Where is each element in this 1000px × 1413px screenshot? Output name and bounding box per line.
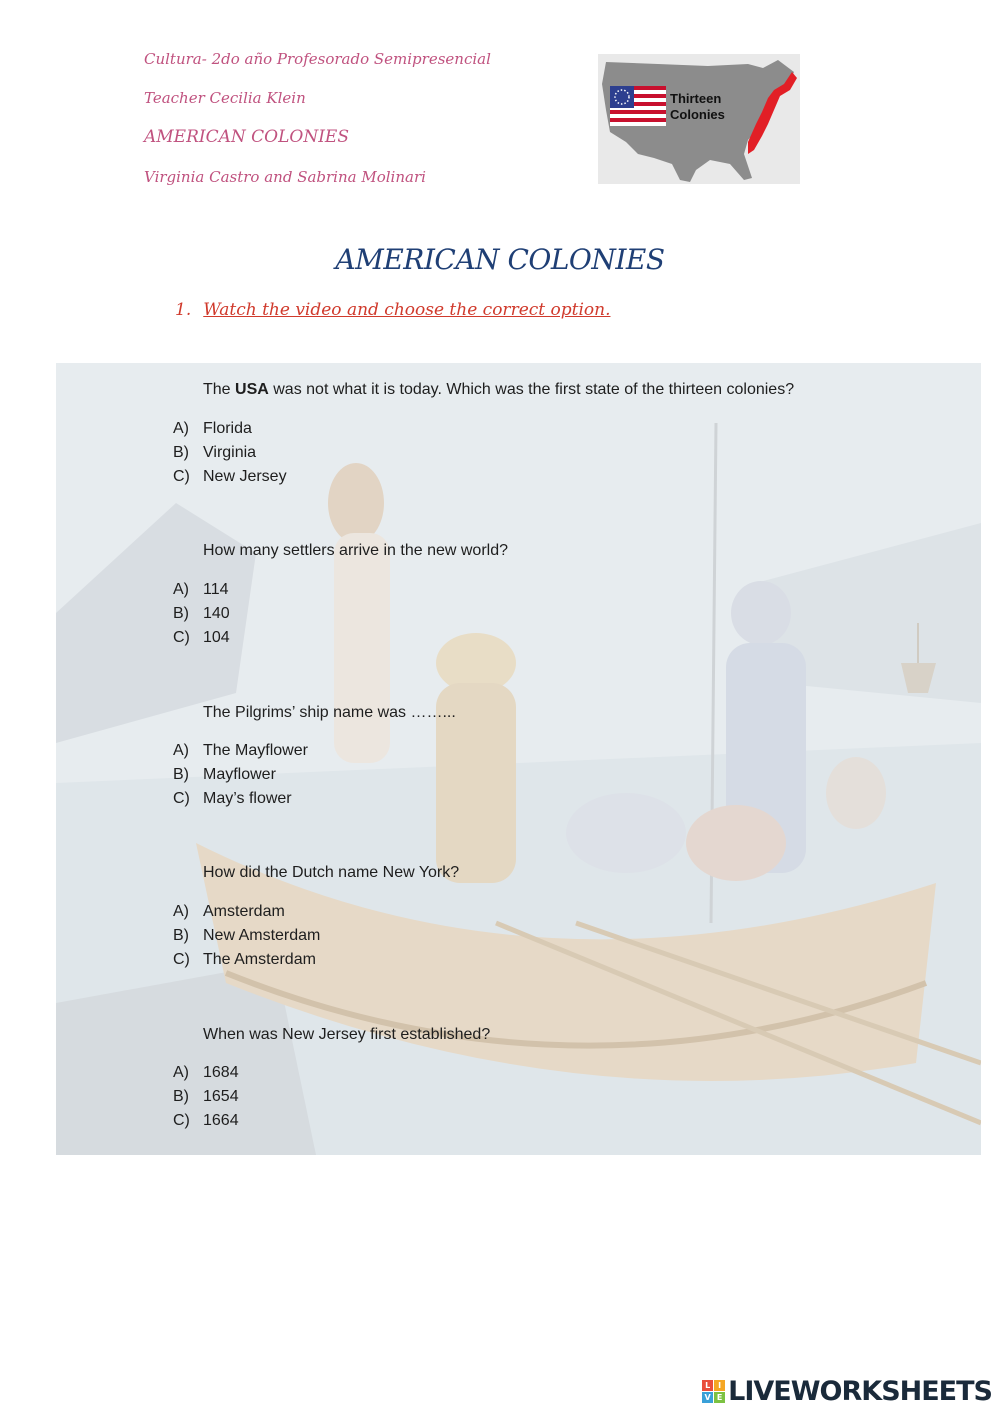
option-text: 1664 [203, 1112, 239, 1129]
option-letter: C) [173, 468, 190, 485]
option-letter: C) [173, 951, 190, 968]
flag-icon [610, 86, 666, 126]
option-letter: B) [173, 927, 189, 944]
option-text: 1684 [203, 1064, 239, 1081]
option-text: Florida [203, 420, 252, 437]
question-3: The Pilgrims’ ship name was ……... [203, 704, 456, 721]
topic-line: AMERICAN COLONIES [144, 127, 349, 147]
instruction-text: Watch the video and choose the correct option. [203, 300, 611, 320]
question-2: How many settlers arrive in the new world? [203, 542, 509, 559]
option-letter: A) [173, 742, 189, 759]
option-text: 1654 [203, 1088, 239, 1105]
instruction-number: 1. [175, 300, 192, 320]
option-item[interactable] [173, 1109, 239, 1133]
logo-icon [702, 1380, 725, 1403]
map-label-line-1: Thirteen [670, 91, 722, 106]
option-letter: C) [173, 790, 190, 807]
option-item[interactable] [173, 578, 230, 602]
option-text: Mayflower [203, 766, 276, 783]
option-letter: A) [173, 420, 189, 437]
option-item[interactable] [173, 900, 320, 924]
option-item[interactable] [173, 948, 320, 972]
authors-line: Virginia Castro and Sabrina Molinari [144, 168, 426, 186]
question-2-options [173, 578, 230, 650]
option-item[interactable] [173, 1061, 239, 1085]
option-text: 104 [203, 629, 230, 646]
question-5-options [173, 1061, 239, 1133]
option-text: New Jersey [203, 468, 287, 485]
option-letter: A) [173, 1064, 189, 1081]
option-item[interactable] [173, 763, 308, 787]
question-1-bold-term: USA [235, 381, 269, 398]
question-1-text-start: The [203, 381, 236, 398]
question-4-options [173, 900, 320, 972]
option-item[interactable] [173, 417, 287, 441]
option-item[interactable] [173, 739, 308, 763]
option-item[interactable] [173, 602, 230, 626]
option-letter: C) [173, 1112, 190, 1129]
logo-text: LIVEWORKSHEETS [728, 1376, 992, 1407]
option-letter: A) [173, 903, 189, 920]
option-text: 140 [203, 605, 230, 622]
question-5: When was New Jersey first established? [203, 1026, 491, 1043]
map-label-line-2: Colonies [670, 107, 725, 122]
option-item[interactable] [173, 626, 230, 650]
thirteen-colonies-map [598, 54, 800, 184]
logo-block: V [702, 1392, 713, 1403]
course-line: Cultura- 2do año Profesorado Semipresencial [144, 50, 491, 68]
logo-block: I [714, 1380, 725, 1391]
logo-block: L [702, 1380, 713, 1391]
option-text: 114 [203, 581, 229, 598]
option-letter: C) [173, 629, 190, 646]
question-1-options [173, 417, 287, 489]
option-text: The Amsterdam [203, 951, 316, 968]
option-item[interactable] [173, 441, 287, 465]
option-letter: B) [173, 444, 189, 461]
question-4: How did the Dutch name New York? [203, 864, 460, 881]
option-text: The Mayflower [203, 742, 308, 759]
option-text: May’s flower [203, 790, 292, 807]
option-item[interactable] [173, 787, 308, 811]
option-text: New Amsterdam [203, 927, 321, 944]
teacher-line: Teacher Cecilia Klein [144, 89, 306, 107]
question-1-text-end: was not what it is today. Which was the first state of the thirteen colonies? [268, 381, 795, 398]
option-letter: B) [173, 766, 189, 783]
option-letter: B) [173, 605, 189, 622]
page-title: AMERICAN COLONIES [335, 243, 665, 276]
option-letter: A) [173, 581, 189, 598]
map-label [670, 91, 725, 123]
question-1 [203, 381, 794, 399]
question-3-options [173, 739, 308, 811]
option-letter: B) [173, 1088, 189, 1105]
option-text: Virginia [203, 444, 257, 461]
option-item[interactable] [173, 465, 287, 489]
logo-block: E [714, 1392, 725, 1403]
option-text: Amsterdam [203, 903, 285, 920]
option-item[interactable] [173, 1085, 239, 1109]
instruction [175, 300, 610, 320]
liveworksheets-logo[interactable] [702, 1376, 992, 1407]
option-item[interactable] [173, 924, 320, 948]
